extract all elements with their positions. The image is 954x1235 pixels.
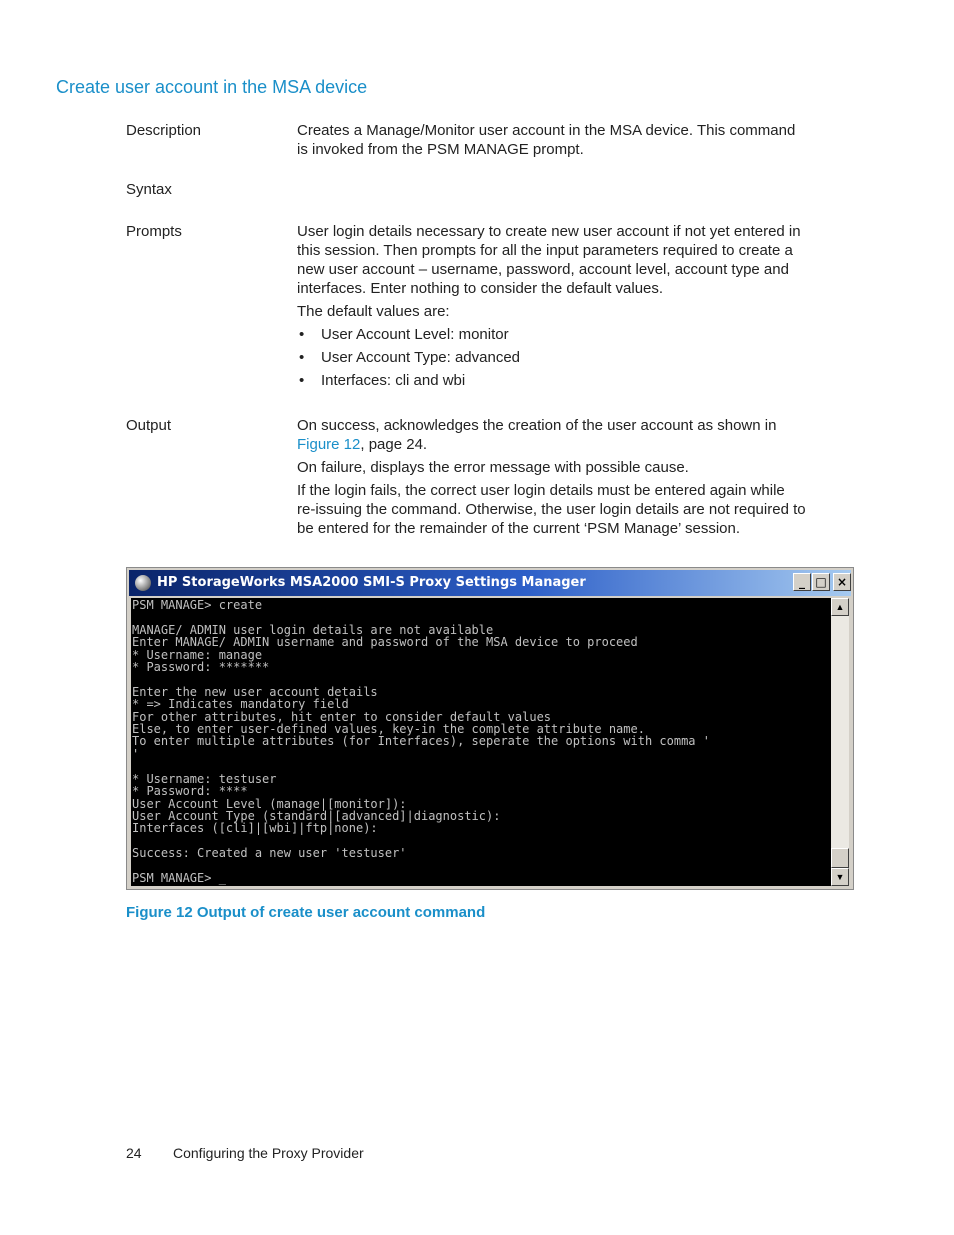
description-label: Description	[126, 122, 202, 139]
description-paragraph: Creates a Manage/Monitor user account in the MSA device. This command is invoked from the PSM MANAGE prompt.	[297, 122, 796, 158]
minimize-button[interactable]: _	[793, 573, 811, 591]
close-button[interactable]: ×	[833, 573, 851, 591]
figure-caption: Figure 12 Output of create user account command	[126, 904, 486, 921]
output-paragraph-login: If the login fails, the correct user login details must be entered again while re-issuing the command. Otherwise, the user login details are not required to be entered for the remainder of the current ‘PSM Manage’ session.	[297, 482, 806, 537]
vertical-scrollbar[interactable]	[831, 598, 849, 886]
prompts-paragraph: User login details necessary to create new user account if not yet entered in this session. Then prompts for all the input parameters required to create a new user account – username, password, account level, account type and interfaces. Enter nothing to consider the default values.	[297, 223, 801, 297]
prompts-section	[297, 222, 807, 394]
defaults-intro: The default values are:	[297, 303, 450, 320]
syntax-label: Syntax	[126, 181, 172, 198]
list-item: • Interfaces: cli and wbi	[297, 371, 807, 390]
output-text: On success, acknowledges the creation of the user account as shown in	[297, 417, 777, 434]
app-icon	[135, 575, 151, 591]
output-text: , page 24.	[360, 436, 428, 453]
scroll-thumb[interactable]	[831, 848, 849, 868]
list-item: • User Account Type: advanced	[297, 348, 807, 367]
output-section	[297, 416, 807, 542]
console-window	[126, 567, 854, 890]
output-paragraph-failure: On failure, displays the error message with possible cause.	[297, 459, 689, 476]
description-text	[297, 121, 807, 163]
scroll-down-button[interactable]: ▼	[831, 868, 849, 886]
defaults-list	[297, 325, 807, 390]
console-text: PSM MANAGE> create MANAGE/ ADMIN user login details are not available Enter MANAGE/ ADMIN username and password of the MSA device to proceed * Username: manage * Password: ******* Enter the new user account details * => Indicates mandatory field For other attributes, hit enter to consider default values Else, to enter user-defined values, key-in the complete attribute name. To enter multiple attributes (for Interfaces), seperate the options with comma ' ' * Username: testuser * Password: **** User Account Level (manage|[monitor]): User Account Type (standard|[advanced]|diagnostic): Interfaces ([cli]|[wbi]|ftp|none): Success: Created a new user 'testuser' PSM MANAGE> _	[132, 598, 710, 885]
window-title: HP StorageWorks MSA2000 SMI-S Proxy Settings Manager	[157, 575, 586, 590]
output-paragraph-success	[297, 416, 807, 454]
output-label: Output	[126, 417, 172, 434]
figure-link[interactable]: Figure 12	[297, 436, 361, 453]
window-titlebar[interactable]	[129, 570, 851, 596]
scroll-up-button[interactable]: ▲	[831, 598, 849, 616]
page-number: 24	[126, 1145, 142, 1161]
chapter-title: Configuring the Proxy Provider	[173, 1145, 364, 1161]
list-item: • User Account Level: monitor	[297, 325, 807, 344]
section-heading: Create user account in the MSA device	[56, 77, 368, 97]
maximize-button[interactable]: □	[812, 573, 830, 591]
prompts-label: Prompts	[126, 223, 182, 240]
console-output[interactable]	[131, 598, 831, 886]
